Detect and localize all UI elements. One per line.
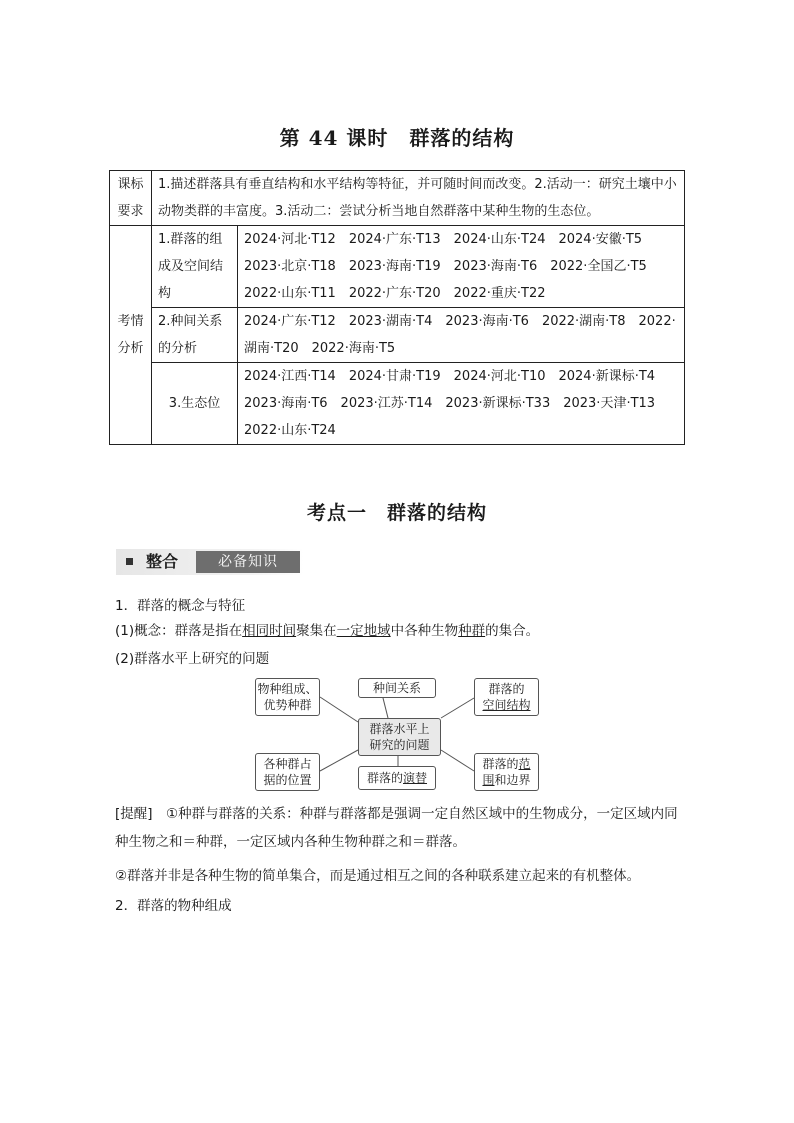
node-interspecific-relations: [358, 678, 436, 698]
text-run: 中各种生物: [390, 623, 459, 639]
topic-cell: [152, 226, 238, 308]
concept-definition: [115, 621, 539, 641]
underlined-term: 范: [518, 757, 531, 771]
tip-label: [提醒]: [115, 806, 153, 822]
node-line: 种间关系: [372, 681, 421, 695]
text-run: (1)概念：群落是指在: [115, 623, 243, 639]
text-run: 聚集在: [296, 623, 337, 639]
node-line: 群落水平上: [369, 722, 430, 736]
table-row-head: [110, 171, 152, 226]
item-heading: 1．群落的概念与特征: [115, 598, 246, 614]
section-title: 考点一 群落的结构: [306, 502, 487, 524]
tip-paragraph: [115, 800, 685, 856]
topic-line: 的分析: [158, 341, 198, 356]
exam-ref-line: 2024·江西·T14 2024·甘肃·T19 2024·河北·T10 2024·新课标·T4: [244, 369, 656, 384]
table-row: [110, 363, 685, 445]
topic-line: 2.种间关系: [158, 314, 223, 329]
head-line: 分析: [117, 341, 144, 356]
exam-ref-line: 2024·广东·T12 2023·湖南·T4 2023·海南·T6 2022·湖南·T8 2022·湖南·T20 2022·海南·T5: [244, 314, 676, 356]
topic-cell: [152, 308, 238, 363]
topic-line: 1.群落的组: [158, 232, 223, 247]
connector-line: [320, 750, 358, 771]
text-run: 和边界: [494, 773, 531, 787]
node-line: 据的位置: [263, 773, 312, 787]
text-run: 的集合。: [485, 623, 540, 639]
head-line: 课标: [117, 177, 144, 192]
node-spatial-structure: [474, 678, 539, 716]
node-succession: [358, 766, 436, 790]
node-range-boundary: [474, 753, 539, 791]
lesson-title: 第 44 课时 群落的结构: [279, 126, 515, 150]
banner-label: 整合: [146, 552, 179, 571]
node-line: 物种组成、: [257, 682, 318, 696]
underlined-term: 一定地域: [336, 623, 391, 639]
node-population-positions: [255, 753, 320, 791]
connector-line: [441, 750, 474, 771]
topic-cell: [152, 363, 238, 445]
exam-refs-cell: [238, 308, 685, 363]
table-row: [110, 171, 685, 226]
node-line: [367, 770, 427, 786]
connector-line: [441, 698, 474, 718]
section-banner: [116, 549, 304, 575]
tip-paragraph: ②群落并非是各种生物的简单集合，而是通过相互之间的各种联系建立起来的有机整体。: [115, 868, 641, 884]
exam-refs-cell: [238, 363, 685, 445]
exam-ref-line: 2023·海南·T6 2023·江苏·T14 2023·新课标·T33 2023·天津·T13: [244, 396, 656, 411]
underlined-term: 种群: [458, 623, 486, 639]
node-line: 优势种群: [263, 698, 312, 712]
underlined-term: 相同时间: [242, 623, 297, 639]
table-row: [110, 308, 685, 363]
topic-line: 3.生态位: [168, 396, 221, 411]
item-heading: 2．群落的物种组成: [115, 898, 232, 914]
exam-ref-line: 2024·河北·T12 2024·广东·T13 2024·山东·T24 2024·安徽·T5: [244, 232, 643, 247]
curriculum-standards-table: [109, 170, 685, 445]
node-line: 研究的问题: [369, 738, 430, 752]
node-line: 空间结构: [482, 698, 531, 712]
head-line: 考情: [117, 314, 144, 329]
connector-line: [320, 697, 358, 722]
underlined-term: 演替: [403, 771, 428, 785]
node-line: [482, 756, 530, 772]
exam-ref-line: 2022·山东·T24: [244, 423, 336, 438]
text-run: 群落的: [366, 771, 403, 785]
table-row-head: [110, 226, 152, 445]
underlined-term: 围: [482, 773, 495, 787]
sub-heading: (2)群落水平上研究的问题: [115, 651, 270, 667]
node-line: 群落的: [488, 682, 525, 696]
table-row: [110, 226, 685, 308]
topic-line: 构: [158, 286, 172, 301]
tip-text: ①种群与群落的关系：种群与群落都是强调一定自然区域中的生物成分，一定区域内同种生物之和＝种群，一定区域内各种生物种群之和＝群落。: [115, 806, 678, 850]
banner-tag: 必备知识: [196, 551, 300, 573]
text-run: 群落的: [482, 757, 519, 771]
standards-content: 1.描述群落具有垂直结构和水平结构等特征，并可随时间而改变。2.活动一：研究土壤中小动物类群的丰富度。3.活动二：尝试分析当地自然群落中某种生物的生态位。: [152, 171, 685, 226]
topic-line: 成及空间结: [158, 259, 224, 274]
square-bullet-icon: [126, 558, 133, 565]
node-species-composition: [255, 678, 320, 716]
exam-ref-line: 2022·山东·T11 2022·广东·T20 2022·重庆·T22: [244, 286, 546, 301]
head-line: 要求: [117, 204, 144, 219]
center-node: [358, 718, 441, 756]
connector-line: [383, 698, 388, 718]
exam-ref-line: 2023·北京·T18 2023·海南·T19 2023·海南·T6 2022·全国乙·T5: [244, 259, 647, 274]
exam-refs-cell: [238, 226, 685, 308]
node-line: [482, 772, 530, 788]
node-line: 各种群占: [263, 757, 312, 771]
concept-map-diagram: [252, 675, 542, 797]
